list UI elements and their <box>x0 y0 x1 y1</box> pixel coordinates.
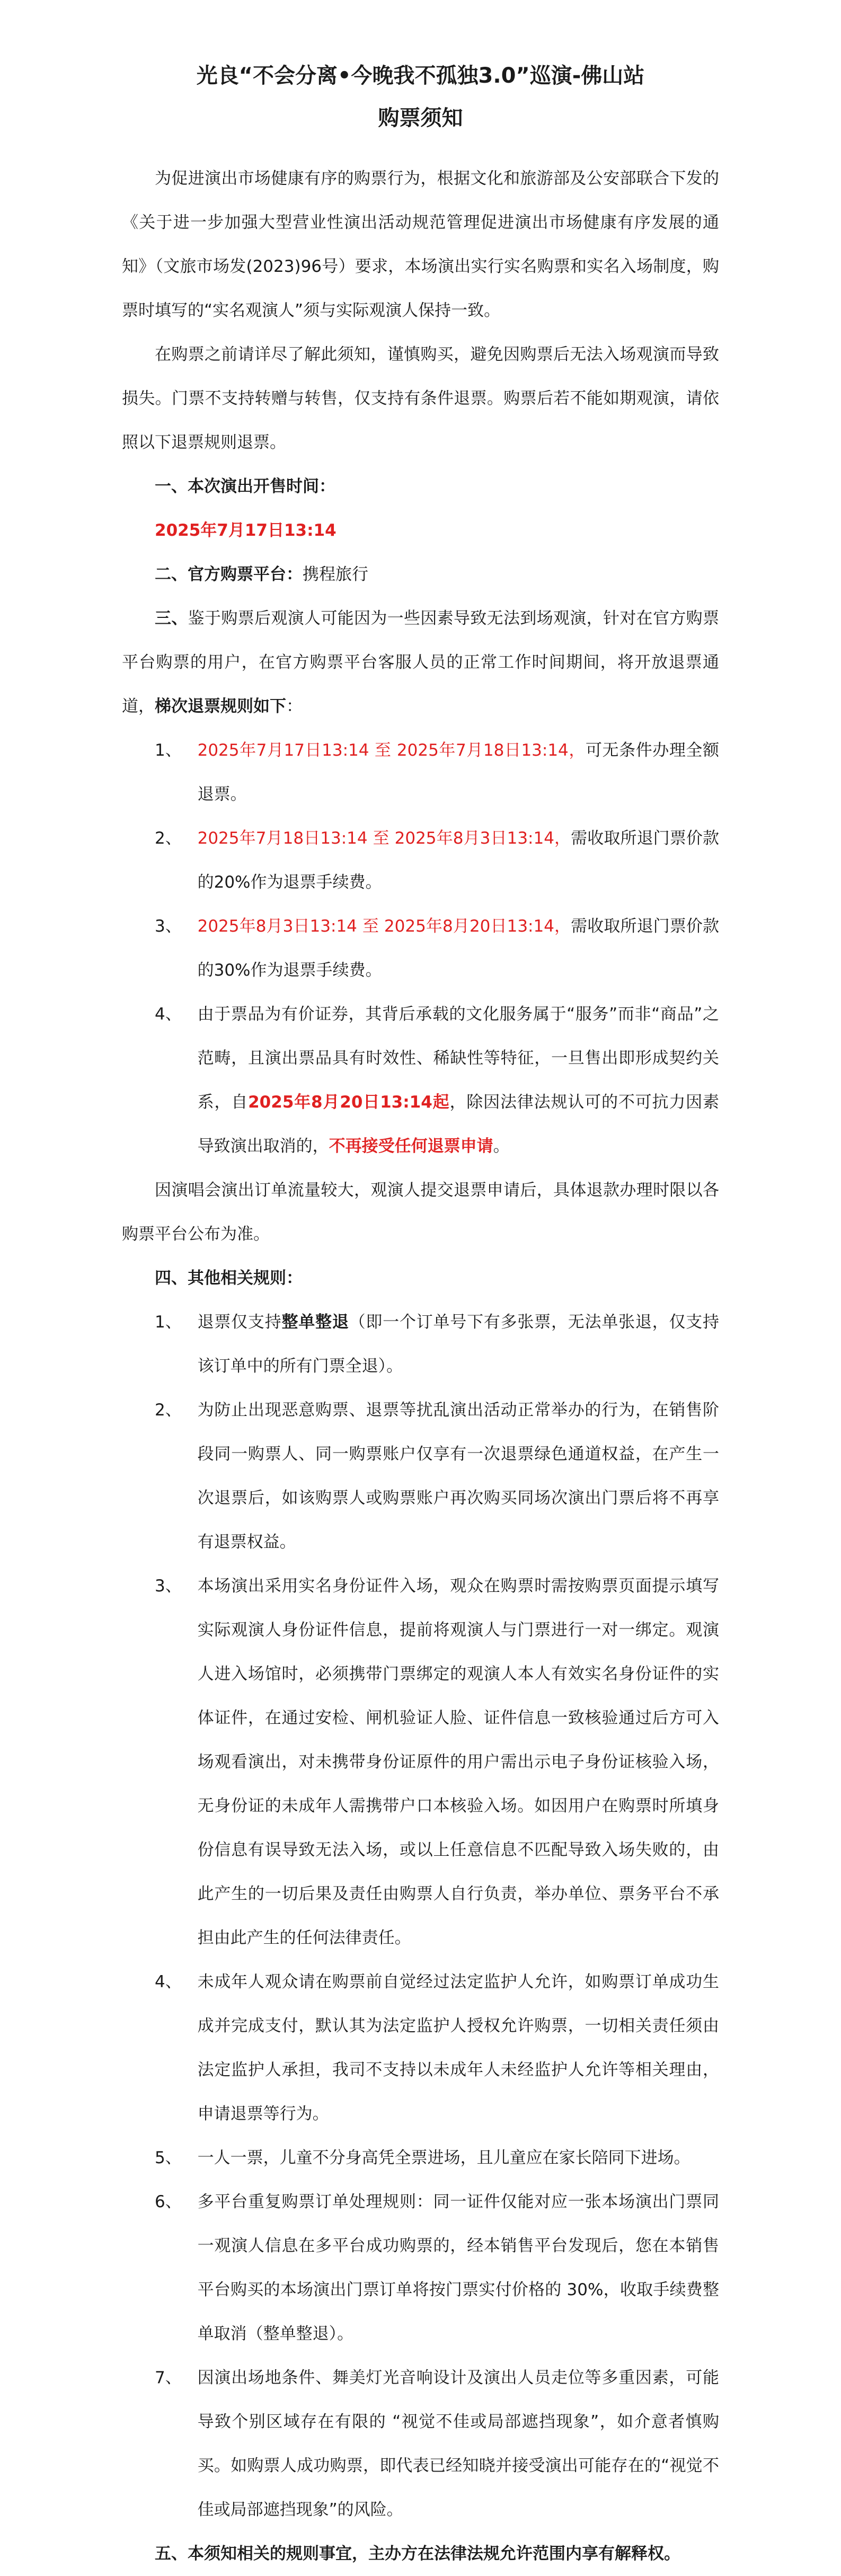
refund-rule-1 <box>122 729 719 817</box>
intro-paragraph-2: 在购票之前请详尽了解此须知，谨慎购买，避免因购票后无法入场观演而导致损失。门票不支持转赠与转售，仅支持有条件退票。购票后若不能如期观演，请依照以下退票规则退票。 <box>122 345 719 452</box>
other-rule-number: 4、 <box>155 1972 182 1991</box>
other-rule-text: 多平台重复购票订单处理规则：同一证件仅能对应一张本场演出门票同一观演人信息在多平台成功购票的，经本销售平台发现后，您在本销售平台购买的本场演出门票订单将按门票实付价格的 30%，收取手续费整单取消（整单整退）。 <box>197 2192 719 2343</box>
ticket-platform: 携程旅行 <box>303 565 368 584</box>
refund-rule-text: 需收取所退门票价款的20%作为退票手续费。 <box>197 829 719 892</box>
other-rule-6 <box>122 2180 719 2356</box>
other-rule-5 <box>122 2136 719 2180</box>
other-rule-3 <box>122 1564 719 1960</box>
other-rule-1-a: 退票仅支持 <box>197 1313 282 1332</box>
refund-rule-4-no-refund: 不再接受任何退票申请 <box>329 1137 493 1156</box>
section-5-heading: 五、本须知相关的规则事宜，主办方在法律法规允许范围内享有解释权。 <box>155 2544 680 2563</box>
page-title: 光良“不会分离•今晚我不孤独3.0”巡演-佛山站 <box>196 64 645 88</box>
other-rule-2 <box>122 1388 719 1564</box>
refund-rule-number: 4、 <box>155 1005 182 1024</box>
other-rule-number: 6、 <box>155 2192 182 2211</box>
refund-rule-2 <box>122 817 719 905</box>
section-3-bold: 梯次退票规则如下 <box>155 697 286 716</box>
refund-rule-range: 2025年7月17日13:14 至 2025年7月18日13:14， <box>197 741 586 760</box>
intro-paragraph-1: 为促进演出市场健康有序的购票行为，根据文化和旅游部及公安部联合下发的《关于进一步加强大型营业性演出活动规范管理促进演出市场健康有序发展的通知》（文旅市场发(2023)96号）要求，本场演出实行实名购票和实名入场制度，购票时填写的“实名观演人”须与实际观演人保持一致。 <box>122 169 719 320</box>
refund-rule-number: 3、 <box>155 917 182 936</box>
page-subtitle: 购票须知 <box>378 106 463 130</box>
refund-rule-3 <box>122 905 719 993</box>
other-rule-1-c: （即一个订单号下有多张票，无法单张退，仅支持该订单中的所有门票全退）。 <box>197 1313 720 1376</box>
other-rule-number: 7、 <box>155 2368 182 2387</box>
other-rule-number: 5、 <box>155 2148 182 2167</box>
refund-rule-4-deadline: 2025年8月20日13:14起 <box>248 1093 450 1112</box>
section-3-paragraph <box>122 597 719 729</box>
other-rule-text: 本场演出采用实名身份证件入场，观众在购票时需按购票页面提示填写实际观演人身份证件信息，提前将观演人与门票进行一对一绑定。观演人进入场馆时，必须携带门票绑定的观演人本人有效实名身份证件的实体证件，在通过安检、闸机验证人脸、证件信息一致核验通过后方可入场观看演出，对未携带身份证原件的用户需出示电子身份证核验入场，无身份证的未成年人需携带户口本核验入场。如因用户在购票时所填身份信息有误导致无法入场，或以上任意信息不匹配导致入场失败的，由此产生的一切后果及责任由购票人自行负责，举办单位、票务平台不承担由此产生的任何法律责任。 <box>197 1577 719 1948</box>
refund-rule-text: 可无条件办理全额退票。 <box>197 741 720 804</box>
section-2-label: 二、官方购票平台： <box>155 565 303 584</box>
other-rule-text: 未成年人观众请在购票前自觉经过法定监护人允许，如购票订单成功生成并完成支付，默认其为法定监护人授权允许购票，一切相关责任须由法定监护人承担，我司不支持以未成年人未经监护人允许等相关理由，申请退票等行为。 <box>197 1972 719 2123</box>
refund-rule-number: 1、 <box>155 741 182 760</box>
refund-rule-range: 2025年8月3日13:14 至 2025年8月20日13:14， <box>197 917 571 936</box>
other-rule-text: 因演出场地条件、舞美灯光音响设计及演出人员走位等多重因素，可能导致个别区域存在有限的 “视觉不佳或局部遮挡现象”，如介意者慎购买。如购票人成功购票，即代表已经知晓并接受演出可能存在的“视觉不佳或局部遮挡现象”的风险。 <box>197 2368 719 2519</box>
refund-rule-4 <box>122 993 719 1169</box>
refund-rule-4-e: 。 <box>493 1137 510 1156</box>
other-rule-text: 为防止出现恶意购票、退票等扰乱演出活动正常举办的行为，在销售阶段同一购票人、同一购票账户仅享有一次退票绿色通道权益，在产生一次退票后，如该购票人或购票账户再次购买同场次演出门票后将不再享有退票权益。 <box>197 1401 719 1552</box>
other-rule-text: 一人一票，儿童不分身高凭全票进场，且儿童应在家长陪同下进场。 <box>197 2148 690 2167</box>
refund-processing-note: 因演唱会演出订单流量较大，观演人提交退票申请后，具体退款办理时限以各购票平台公布为准。 <box>122 1181 719 1244</box>
sale-start-date: 2025年7月17日13:14 <box>155 521 337 540</box>
other-rule-number: 3、 <box>155 1577 182 1596</box>
other-rule-1 <box>122 1300 719 1388</box>
section-3-end: ： <box>286 697 303 716</box>
section-2-heading <box>122 553 719 597</box>
other-rule-number: 1、 <box>155 1313 182 1332</box>
other-rule-7 <box>122 2356 719 2532</box>
section-3-text: 鉴于购票后观演人可能因为一些因素导致无法到场观演，针对在官方购票平台购票的用户，在官方购票平台客服人员的正常工作时间期间，将开放退票通道， <box>122 609 720 716</box>
section-4-heading: 四、其他相关规则： <box>155 1269 303 1288</box>
refund-rule-4-a: 由于票品为有价证券，其背后承载的文化服务属于“服务”而非“商品”之范畴，且演出票品具有时效性、稀缺性等特征，一旦售出即形成契约关系，自 <box>197 1005 719 1112</box>
section-3-lead: 三、 <box>155 609 188 628</box>
section-1-heading: 一、本次演出开售时间： <box>155 477 335 496</box>
refund-rule-text: 需收取所退门票价款的30%作为退票手续费。 <box>197 917 719 980</box>
refund-rule-number: 2、 <box>155 829 182 848</box>
refund-rule-4-c: ，除因法律法规认可的不可抗力因素导致演出取消的， <box>197 1093 720 1156</box>
refund-rule-range: 2025年7月18日13:14 至 2025年8月3日13:14， <box>197 829 571 848</box>
other-rule-number: 2、 <box>155 1401 182 1420</box>
other-rule-4 <box>122 1960 719 2136</box>
other-rule-1-bold: 整单整退 <box>281 1313 349 1332</box>
